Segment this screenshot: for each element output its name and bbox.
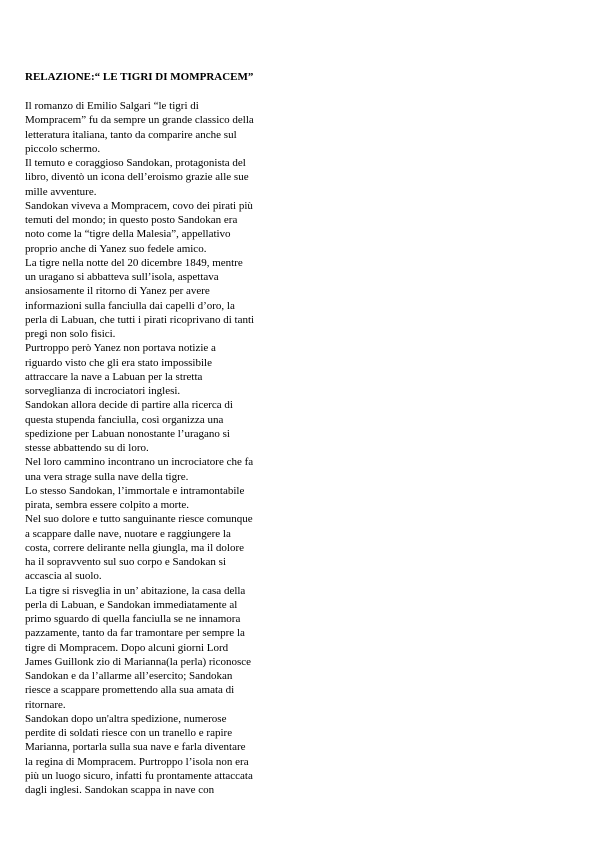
document-page (25, 70, 295, 797)
text-line: questa stupenda fanciulla, così organizza una (25, 413, 224, 426)
text-line: Sandokan allora decide di partire alla ricerca di (25, 399, 233, 412)
text-line: accascia al suolo. (25, 570, 102, 583)
text-line: libro, diventò un icona dell’eroismo grazie alle sue (25, 171, 249, 184)
text-line: un uragano si abbatteva sull’isola, aspettava (25, 271, 219, 283)
text-line: Nel loro cammino incontrano un incrociatore che fa (25, 456, 254, 469)
text-line: attraccare la nave a Labuan per la stretta (25, 370, 203, 383)
text-line: Il temuto e coraggioso Sandokan, protagonista del (25, 157, 246, 169)
text-line: La tigre si risveglia in un’ abitazione, la casa della (25, 584, 246, 597)
text-line: mille avventure. (25, 185, 97, 198)
text-line: piccolo schermo. (25, 142, 101, 155)
text-line: sorveglianza di incrociatori inglesi. (25, 385, 181, 397)
text-line: stesse abbattendo su di loro. (25, 442, 149, 454)
document-title: RELAZIONE:“ LE TIGRI DI MOMPRACEM” (25, 71, 254, 83)
text-line: dagli inglesi. Sandokan scappa in nave con (25, 784, 215, 796)
text-line: ritornare. (25, 698, 66, 711)
text-line: ha il sopravvento sul suo corpo e Sandokan si (25, 556, 227, 568)
text-line: Lo stesso Sandokan, l’immortale e intramontabile (25, 484, 245, 497)
text-line: temuti del mondo; in questo posto Sandokan era (25, 214, 238, 226)
text-line: Marianna, portarla sulla sua nave e farla diventare (25, 741, 246, 754)
text-line: informazioni sulla fanciulla dai capelli d’oro, la (25, 299, 235, 312)
text-line: pregi non solo fisici. (25, 328, 116, 340)
text-line: primo sguardo di quella fanciulla se ne innamora (25, 613, 241, 625)
text-line: noto come la “tigre della Malesia”, appellativo (25, 228, 231, 241)
text-line: perla di Labuan, che tutti i pirati ricoprivano di tanti (25, 313, 255, 326)
text-line: riesce a scappare promettendo alla sua amata di (25, 684, 235, 697)
text-line: Sandokan dopo un'altra spedizione, numerose (25, 712, 227, 725)
text-line: Nel suo dolore e tutto sanguinante riesce comunque (25, 513, 253, 526)
text-line: spedizione per Labuan nonostante l’uragano si (25, 427, 230, 440)
text-line: la regina di Mompracem. Purtroppo l’isola non era (25, 755, 249, 768)
text-line: più un luogo sicuro, infatti fu prontamente attaccata (25, 769, 253, 782)
text-line: pazzamente, tanto da far tramontare per sempre la (25, 627, 245, 640)
text-line: Sandokan viveva a Mompracem, covo dei pirati più (25, 199, 253, 212)
text-line: perla di Labuan, e Sandokan immediatamente al (25, 598, 238, 611)
text-line: costa, correre delirante nella giungla, ma il dolore (25, 541, 244, 554)
text-line: Purtroppo però Yanez non portava notizie a (25, 342, 216, 355)
text-line: ansiosamente il ritorno di Yanez per avere (25, 285, 210, 298)
text-line: riguardo visto che gli era stato impossibile (25, 356, 212, 369)
text-line: James Guillonk zio di Marianna(la perla) riconosce (25, 655, 252, 668)
text-line: pirata, sembra essere colpito a morte. (25, 499, 190, 511)
document-body (25, 99, 295, 797)
text-line: La tigre nella notte del 20 dicembre 1849, mentre (25, 256, 243, 269)
text-line: Il romanzo di Emilio Salgari “le tigri di (25, 100, 199, 112)
text-line: proprio anche di Yanez suo fedele amico. (25, 242, 207, 255)
text-line: tigre di Mompracem. Dopo alcuni giorni Lord (25, 641, 229, 654)
text-line: a scappare dalle nave, nuotare e raggiungere la (25, 527, 231, 540)
text-line: una vera strage sulla nave della tigre. (25, 470, 189, 483)
text-line: perdite di soldati riesce con un tranello e rapire (25, 727, 233, 739)
text-line: Sandokan e da l’allarme all’esercito; Sandokan (25, 670, 233, 682)
text-line: letteratura italiana, tanto da comparire anche sul (25, 128, 237, 141)
text-line: Mompracem” fu da sempre un grande classico della (25, 114, 254, 127)
